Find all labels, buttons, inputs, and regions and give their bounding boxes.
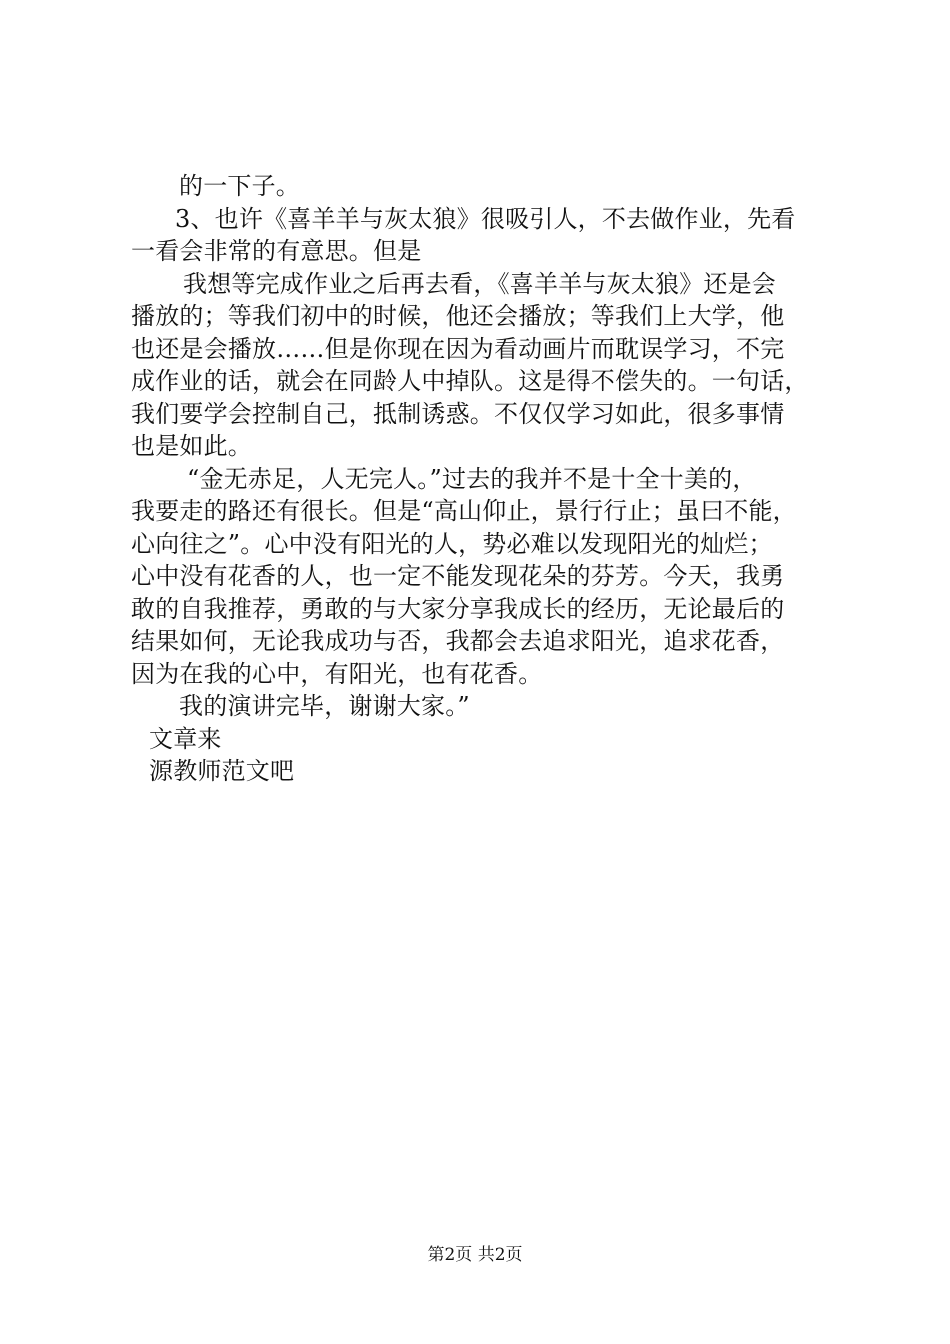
text-line: 成作业的话，就会在同龄人中掉队。这是得不偿失的。一句话， (131, 367, 809, 395)
text-line: 也还是会播放……但是你现在因为看动画片而耽误学习，不完 (131, 334, 785, 363)
page-number-footer: 第2页 共2页 (427, 1245, 523, 1265)
text-line: 心中没有花香的人，也一定不能发现花朵的芬芳。今天，我勇 (131, 562, 785, 590)
text-line: 源教师范文吧 (149, 757, 295, 785)
text-line: 因为在我的心中，有阳光，也有花香。 (131, 659, 543, 688)
text-line: 也是如此。 (131, 432, 252, 460)
text-line: 的一下子。 (179, 172, 300, 200)
text-line: 文章来 (149, 724, 222, 753)
text-line: 我的演讲完毕，谢谢大家。” (179, 692, 470, 720)
document-body (131, 170, 837, 788)
text-line: 敢的自我推荐，勇敢的与大家分享我成长的经历，无论最后的 (131, 594, 785, 623)
text-line: 我想等完成作业之后再去看，《喜羊羊与灰太狼》还是会 (183, 269, 776, 298)
text-line: 一看会非常的有意思。但是 (131, 237, 422, 265)
text-line: “金无赤足，人无完人。”过去的我并不是十全十美的， (187, 464, 757, 493)
text-line: 播放的；等我们初中的时候，他还会播放；等我们上大学，他 (131, 302, 785, 330)
text-line: 我们要学会控制自己，抵制诱惑。不仅仅学习如此，很多事情 (131, 399, 785, 428)
text-line: 结果如何，无论我成功与否，我都会去追求阳光，追求花香， (131, 627, 785, 655)
text-line: 我要走的路还有很长。但是“高山仰止，景行行止；虽曰不能， (131, 497, 797, 525)
text-line: 心向往之”。心中没有阳光的人，势必难以发现阳光的灿烂； (131, 529, 773, 558)
text-line: 3、也许《喜羊羊与灰太狼》很吸引人，不去做作业，先看 (175, 204, 796, 233)
